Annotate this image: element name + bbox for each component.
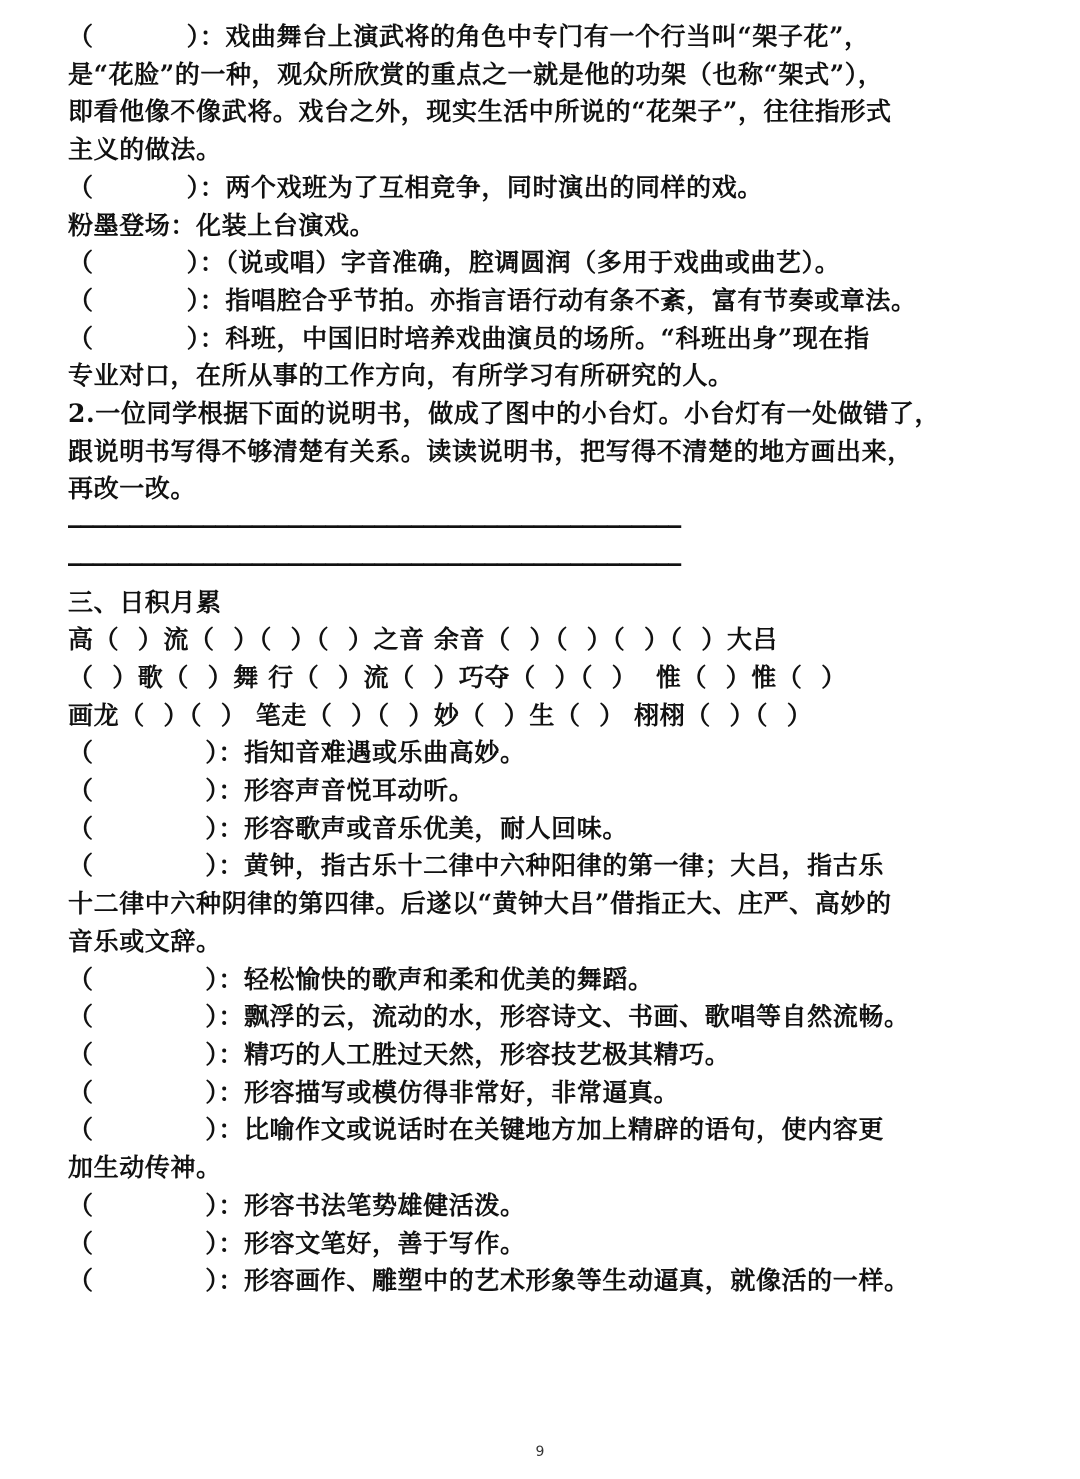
question-2-line: 2.一位同学根据下面的说明书，做成了图中的小台灯。小台灯有一处做错了， (68, 399, 941, 429)
fill-line[interactable]: （ ）歌（ ）舞 行（ ）流（ ）巧夺（ ）（ ） 惟（ ）惟（ ） (68, 662, 847, 692)
definition-line: （ ）：形容画作、雕塑中的艺术形象等生动逼真，就像活的一样。 (68, 1266, 910, 1296)
text-line: （ ）：指唱腔合乎节拍。亦指言语行动有条不紊，富有节奏或章法。 (68, 285, 917, 315)
definition-line: 加生动传神。 (68, 1153, 222, 1183)
text-line: （ ）：戏曲舞台上演武将的角色中专门有一个行当叫“架子花”， (68, 22, 870, 51)
definition-line: （ ）：指知音难遇或乐曲高妙。 (68, 738, 526, 768)
definition-line: 十二律中六种阴律的第四律。后遂以“黄钟大吕”借指正大、庄严、高妙的 (68, 889, 892, 919)
definition-line: （ ）：轻松愉快的歌声和柔和优美的舞蹈。 (68, 964, 654, 994)
fill-line[interactable]: 高（ ）流（ ）（ ）（ ）之音 余音（ ）（ ）（ ）（ ）大吕 (68, 625, 779, 655)
definition-line: （ ）：黄钟，指古乐十二律中六种阳律的第一律；大吕，指古乐 (68, 851, 884, 881)
definition-line: 音乐或文辞。 (68, 926, 222, 956)
question-2-line: 再改一改。 (68, 474, 197, 504)
text-line: 主义的做法。 (68, 135, 222, 165)
answer-line[interactable]: —————————————————————————————————————————————————— (68, 514, 681, 540)
section-heading: 三、日积月累 (68, 587, 222, 617)
answer-line[interactable]: —————————————————————————————————————————————————— (68, 551, 681, 577)
definition-line: （ ）：形容声音悦耳动听。 (68, 776, 475, 806)
definition-line: （ ）：形容歌声或音乐优美，耐人回味。 (68, 813, 628, 843)
definition-line: （ ）：形容书法笔势雄健活泼。 (68, 1190, 526, 1220)
definition-line: （ ）：形容描写或模仿得非常好，非常逼真。 (68, 1077, 680, 1107)
text-line: 粉墨登场：化装上台演戏。 (68, 210, 376, 240)
text-line: 专业对口，在所从事的工作方向，有所学习有所研究的人。 (68, 361, 734, 391)
section-3 (68, 584, 1018, 1300)
fill-line[interactable]: 画龙（ ）（ ） 笔走（ ）（ ）妙（ ）生（ ） 栩栩（ ）（ ） (68, 700, 813, 730)
page-number: 9 (535, 1444, 545, 1460)
definition-line: （ ）：精巧的人工胜过天然，形容技艺极其精巧。 (68, 1039, 731, 1069)
question-2-line: 跟说明书写得不够清楚有关系。读读说明书，把写得不清楚的地方画出来， (68, 436, 913, 466)
text-line: 即看他像不像武将。戏台之外，现实生活中所说的“花架子”，往往指形式 (68, 97, 892, 127)
text-line: （ ）：（说或唱）字音准确，腔调圆润（多用于戏曲或曲艺）。 (68, 248, 841, 278)
part-definitions (68, 18, 1018, 584)
worksheet-page (68, 18, 1018, 1300)
text-line: （ ）：科班，中国旧时培养戏曲演员的场所。“科班出身”现在指 (68, 323, 870, 353)
definition-line: （ ）：形容文笔好，善于写作。 (68, 1228, 526, 1258)
text-line: （ ）：两个戏班为了互相竞争，同时演出的同样的戏。 (68, 172, 763, 202)
definition-line: （ ）：比喻作文或说话时在关键地方加上精辟的语句，使内容更 (68, 1115, 884, 1145)
definition-line: （ ）：飘浮的云，流动的水，形容诗文、书画、歌唱等自然流畅。 (68, 1002, 910, 1032)
text-line: 是“花脸”的一种，观众所欣赏的重点之一就是他的功架（也称“架式”）， (68, 59, 884, 89)
